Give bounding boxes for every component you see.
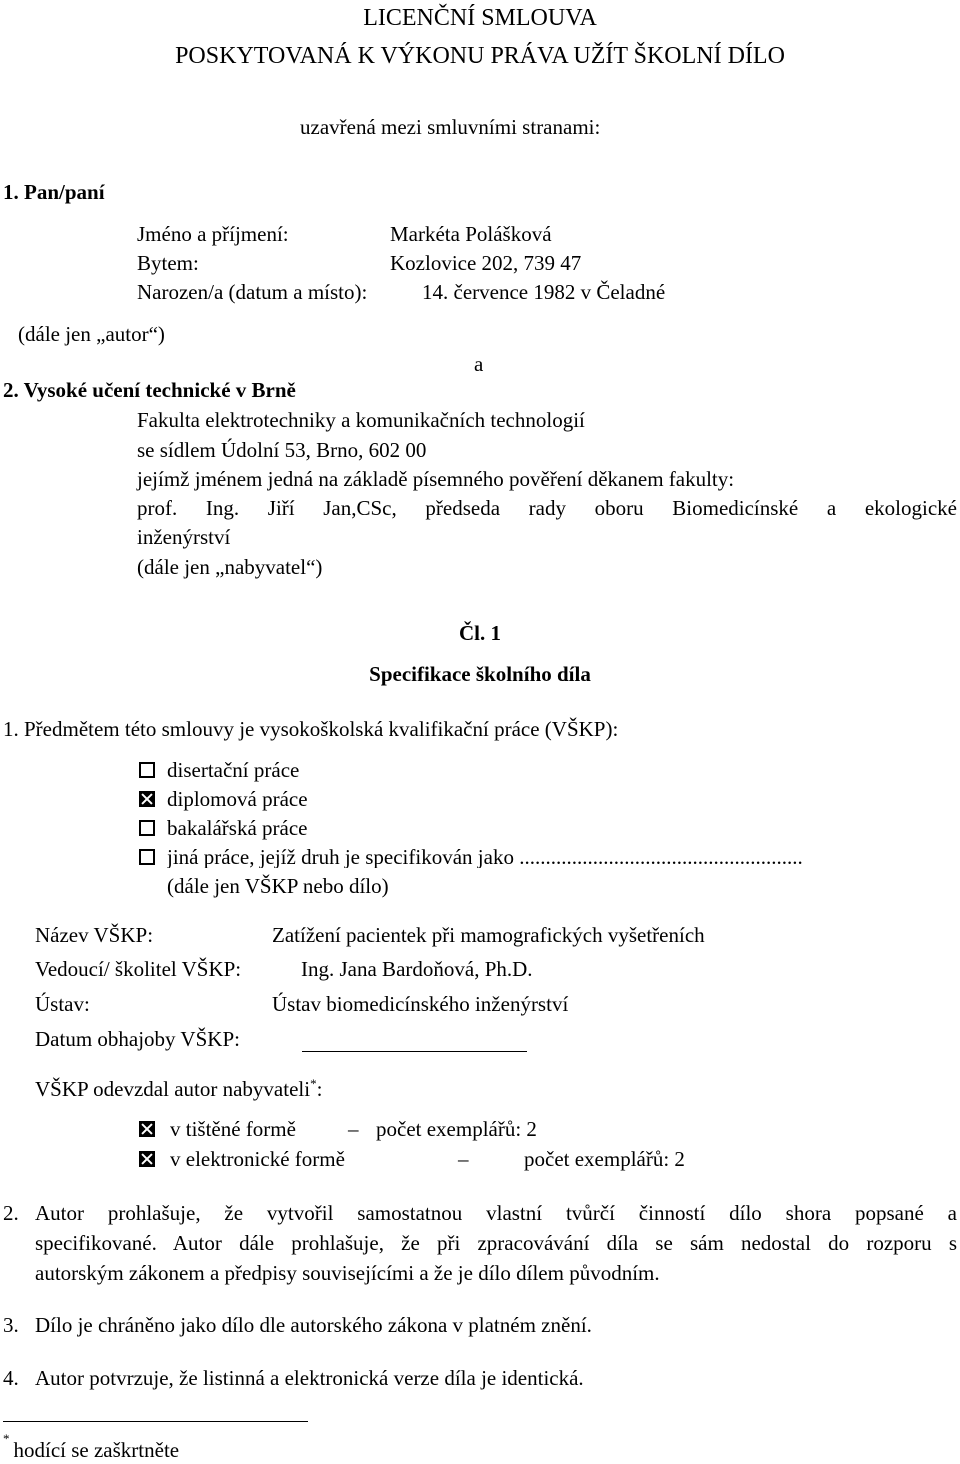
footnote	[3, 1431, 180, 1462]
option-checkbox-diploma[interactable]	[139, 791, 155, 807]
institute-value: Ústav biomedicínského inženýrství	[272, 992, 569, 1016]
submitted-text: VŠKP odevzdal autor nabyvateli	[35, 1077, 311, 1101]
clause2-number: 2.	[3, 1201, 19, 1225]
party2-alias: (dále jen „nabyvatel“)	[137, 555, 323, 579]
clause1-text: 1. Předmětem této smlouvy je vysokoškolská kvalifikační práce (VŠKP):	[3, 717, 619, 741]
vskp-title-value: Zatížení pacientek při mamografických vyšetřeních	[272, 923, 705, 947]
party2-person-line2: inženýrství	[137, 525, 231, 549]
contract-title	[0, 6, 960, 30]
contract-title-line1: LICENČNÍ SMLOUVA	[363, 5, 597, 31]
party1-address-value: Kozlovice 202, 739 47	[390, 251, 582, 275]
party2-seat: se sídlem Údolní 53, Brno, 602 00	[137, 438, 427, 462]
defense-date-line	[302, 1051, 527, 1052]
form-label-printed: v tištěné formě	[170, 1117, 296, 1141]
vskp-alias: (dále jen VŠKP nebo dílo)	[167, 874, 389, 898]
submitted-footnote-mark: *	[310, 1076, 317, 1091]
footnote-separator	[3, 1421, 308, 1422]
option-checkbox-other[interactable]	[139, 849, 155, 865]
clause3-text: Dílo je chráněno jako dílo dle autorského zákona v platném znění.	[35, 1313, 592, 1337]
party2-person-text: prof. Ing. Jiří Jan,CSc, předseda rady oboru Biomedicínské a ekologické	[137, 496, 957, 520]
option-label-disertation: disertační práce	[167, 758, 300, 782]
clause4-text: Autor potvrzuje, že listinná a elektronická verze díla je identická.	[35, 1366, 584, 1390]
article-title: Specifikace školního díla	[369, 662, 591, 686]
clause3-number: 3.	[3, 1313, 19, 1337]
form-count-electronic: počet exemplářů: 2	[524, 1147, 685, 1171]
party2-represented: jejímž jménem jedná na základě písemného pověření děkanem fakulty:	[137, 467, 735, 491]
clause2-line2	[35, 1233, 957, 1254]
option-checkbox-bachelor[interactable]	[139, 820, 155, 836]
supervisor-value: Ing. Jana Bardoňová, Ph.D.	[301, 957, 533, 981]
party1-alias: (dále jen „autor“)	[18, 322, 165, 346]
article-number: Čl. 1	[459, 621, 501, 645]
footnote-mark: *	[3, 1431, 10, 1446]
contract-subtitle	[0, 44, 960, 68]
party1-name-value: Markéta Polášková	[390, 222, 552, 246]
clause2-line1	[35, 1203, 957, 1224]
party2-heading: 2. Vysoké učení technické v Brně	[3, 378, 296, 402]
form-label-electronic: v elektronické formě	[170, 1147, 345, 1171]
party1-heading: 1. Pan/paní	[3, 180, 105, 204]
option-label-bachelor: bakalářská práce	[167, 816, 308, 840]
intro-text: uzavřená mezi smluvními stranami:	[300, 115, 601, 139]
contract-title-line2: POSKYTOVANÁ K VÝKONU PRÁVA UŽÍT ŠKOLNÍ DÍLO	[175, 43, 785, 69]
clause4-number: 4.	[3, 1366, 19, 1390]
and-separator: a	[474, 352, 484, 376]
defense-date-label: Datum obhajoby VŠKP:	[35, 1027, 240, 1051]
footnote-text: hodící se zaškrtněte	[13, 1438, 180, 1462]
form-dash-printed: –	[348, 1117, 359, 1141]
party1-birth-label: Narozen/a (datum a místo):	[137, 280, 368, 304]
party2-person-line1	[137, 498, 957, 519]
party1-address-label: Bytem:	[137, 251, 199, 275]
supervisor-label: Vedoucí/ školitel VŠKP:	[35, 957, 242, 981]
institute-label: Ústav:	[35, 992, 90, 1016]
clause2-line2-text: specifikované. Autor dále prohlašuje, že při zpracovávání díla se sám nedostal do rozporu s	[35, 1231, 957, 1255]
form-count-printed: počet exemplářů: 2	[376, 1117, 537, 1141]
clause2-line1-text: Autor prohlašuje, že vytvořil samostatnou vlastní tvůrčí činností dílo shora popsané a	[35, 1201, 957, 1225]
submitted-label	[35, 1077, 322, 1100]
form-checkbox-printed[interactable]	[139, 1121, 155, 1137]
party2-faculty: Fakulta elektrotechniky a komunikačních technologií	[137, 408, 585, 432]
option-checkbox-disertation[interactable]	[139, 762, 155, 778]
vskp-title-label: Název VŠKP:	[35, 923, 154, 947]
party1-name-label: Jméno a příjmení:	[137, 222, 289, 246]
submitted-colon: :	[316, 1077, 323, 1101]
form-checkbox-electronic[interactable]	[139, 1151, 155, 1167]
option-label-diploma: diplomová práce	[167, 787, 308, 811]
clause2-line3: autorským zákonem a předpisy souvisejícími a že je dílo dílem původním.	[35, 1261, 660, 1285]
party1-birth-value: 14. července 1982 v Čeladné	[422, 280, 666, 304]
option-label-other: jiná práce, jejíž druh je specifikován jako ......................................................	[167, 847, 803, 868]
form-dash-electronic: –	[458, 1147, 469, 1171]
